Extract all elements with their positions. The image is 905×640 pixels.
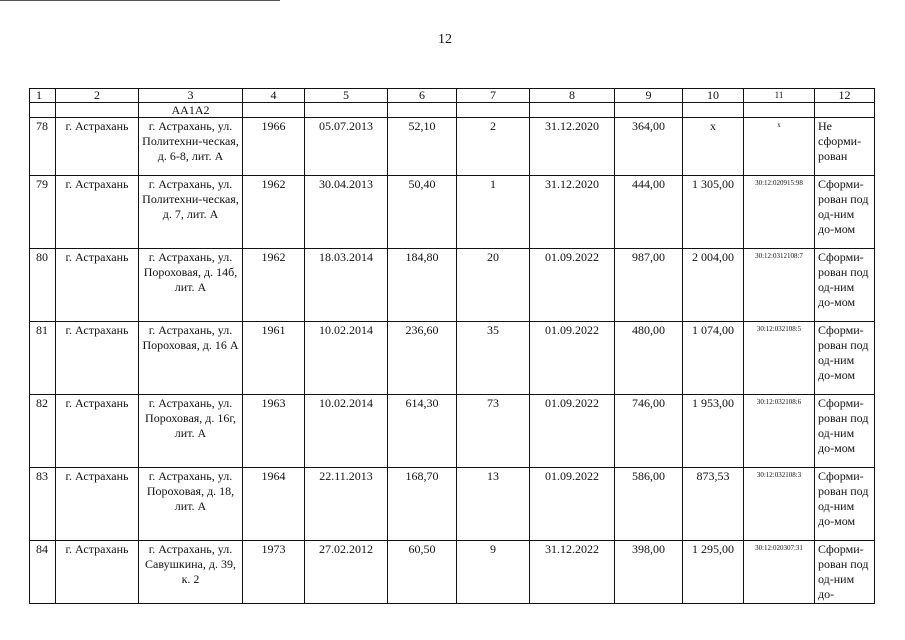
status-cell: Сформи-рован под од-ним до-мом <box>815 395 875 468</box>
deadline-cell: 01.09.2022 <box>530 249 615 322</box>
col10-cell: 2 004,00 <box>683 249 744 322</box>
row-number: 78 <box>30 118 56 176</box>
address-cell: г. Астрахань, ул. Пороховая, д. 16г, лит. А <box>139 395 243 468</box>
col-number-7: 7 <box>457 89 530 103</box>
col9-cell: 444,00 <box>615 176 683 249</box>
residents-cell: 1 <box>457 176 530 249</box>
col-number-8: 8 <box>530 89 615 103</box>
col-number-6: 6 <box>388 89 457 103</box>
col10-cell: 1 074,00 <box>683 322 744 395</box>
year-cell: 1962 <box>243 249 305 322</box>
city-cell: г. Астрахань <box>56 322 139 395</box>
residents-cell: 2 <box>457 118 530 176</box>
cadastre-cell: 30:12:020915:98 <box>744 176 815 249</box>
year-cell: 1966 <box>243 118 305 176</box>
row-number: 79 <box>30 176 56 249</box>
address-cell: г. Астрахань, ул. Политехни-ческая, д. 6-8, лит. А <box>139 118 243 176</box>
status-cell: Сформи-рован под од-ним до-мом <box>815 249 875 322</box>
date-cell: 10.02.2014 <box>305 395 388 468</box>
col-number-11: 11 <box>744 89 815 103</box>
col10-cell: х <box>683 118 744 176</box>
col10-cell: 1 295,00 <box>683 541 744 604</box>
year-cell: 1973 <box>243 541 305 604</box>
row-number: 84 <box>30 541 56 604</box>
row-number: 82 <box>30 395 56 468</box>
cadastre-cell: 30:12:032108:5 <box>744 322 815 395</box>
date-cell: 05.07.2013 <box>305 118 388 176</box>
cadastre-cell: 30:12:032108:3 <box>744 468 815 541</box>
residents-cell: 35 <box>457 322 530 395</box>
col-number-10: 10 <box>683 89 744 103</box>
address-cell: г. Астрахань, ул. Политехни-ческая, д. 7, лит. А <box>139 176 243 249</box>
col-number-5: 5 <box>305 89 388 103</box>
year-cell: 1964 <box>243 468 305 541</box>
col9-cell: 364,00 <box>615 118 683 176</box>
row-number: 80 <box>30 249 56 322</box>
row-number: 81 <box>30 322 56 395</box>
status-cell: Не сформи-рован <box>815 118 875 176</box>
col10-cell: 1 953,00 <box>683 395 744 468</box>
col-number-4: 4 <box>243 89 305 103</box>
table-row <box>30 541 875 604</box>
subheader-row <box>30 103 875 118</box>
date-cell: 10.02.2014 <box>305 322 388 395</box>
table-row <box>30 395 875 468</box>
area-cell: 184,80 <box>388 249 457 322</box>
table-row <box>30 118 875 176</box>
address-cell: г. Астрахань, ул. Пороховая, д. 18, лит. А <box>139 468 243 541</box>
row-number: 83 <box>30 468 56 541</box>
area-cell: 614,30 <box>388 395 457 468</box>
city-cell: г. Астрахань <box>56 541 139 604</box>
residents-cell: 73 <box>457 395 530 468</box>
area-cell: 50,40 <box>388 176 457 249</box>
subheader-cell-7 <box>457 103 530 118</box>
date-cell: 30.04.2013 <box>305 176 388 249</box>
subheader-cell-10 <box>683 103 744 118</box>
table-body <box>30 89 875 604</box>
col-number-9: 9 <box>615 89 683 103</box>
housing-registry-table <box>29 88 875 604</box>
cadastre-cell: 30:12:032108:6 <box>744 395 815 468</box>
deadline-cell: 31.12.2020 <box>530 118 615 176</box>
col9-cell: 480,00 <box>615 322 683 395</box>
city-cell: г. Астрахань <box>56 176 139 249</box>
col9-cell: 746,00 <box>615 395 683 468</box>
area-cell: 168,70 <box>388 468 457 541</box>
subheader-cell-9 <box>615 103 683 118</box>
subheader-cell-2 <box>56 103 139 118</box>
year-cell: 1962 <box>243 176 305 249</box>
cadastre-cell: х <box>744 118 815 176</box>
area-cell: 52,10 <box>388 118 457 176</box>
city-cell: г. Астрахань <box>56 468 139 541</box>
city-cell: г. Астрахань <box>56 395 139 468</box>
city-cell: г. Астрахань <box>56 118 139 176</box>
cadastre-cell: 30:12:0312108:7 <box>744 249 815 322</box>
deadline-cell: 01.09.2022 <box>530 468 615 541</box>
deadline-cell: 01.09.2022 <box>530 395 615 468</box>
table-row <box>30 322 875 395</box>
area-cell: 60,50 <box>388 541 457 604</box>
residents-cell: 20 <box>457 249 530 322</box>
status-cell: Сформи-рован под од-ним до-мом <box>815 176 875 249</box>
subheader-cell-4 <box>243 103 305 118</box>
year-cell: 1963 <box>243 395 305 468</box>
top-rule <box>0 0 280 1</box>
page-number: 12 <box>438 32 452 47</box>
subheader-cell-5 <box>305 103 388 118</box>
col-number-3: 3 <box>139 89 243 103</box>
date-cell: 22.11.2013 <box>305 468 388 541</box>
subheader-cell-1 <box>30 103 56 118</box>
date-cell: 18.03.2014 <box>305 249 388 322</box>
city-cell: г. Астрахань <box>56 249 139 322</box>
address-cell: г. Астрахань, ул. Савушкина, д. 39, к. 2 <box>139 541 243 604</box>
table-row <box>30 176 875 249</box>
subheader-cell-8 <box>530 103 615 118</box>
col-number-1: 1 <box>30 89 56 103</box>
col-number-2: 2 <box>56 89 139 103</box>
col9-cell: 987,00 <box>615 249 683 322</box>
deadline-cell: 01.09.2022 <box>530 322 615 395</box>
residents-cell: 13 <box>457 468 530 541</box>
residents-cell: 9 <box>457 541 530 604</box>
subheader-cell-12 <box>815 103 875 118</box>
deadline-cell: 31.12.2022 <box>530 541 615 604</box>
cadastre-cell: 30:12:020307:31 <box>744 541 815 604</box>
deadline-cell: 31.12.2020 <box>530 176 615 249</box>
address-cell: г. Астрахань, ул. Пороховая, д. 16 А <box>139 322 243 395</box>
col9-cell: 586,00 <box>615 468 683 541</box>
status-cell: Сформи-рован под од-ним до-мом <box>815 468 875 541</box>
area-cell: 236,60 <box>388 322 457 395</box>
table-row <box>30 468 875 541</box>
col10-cell: 1 305,00 <box>683 176 744 249</box>
col10-cell: 873,53 <box>683 468 744 541</box>
address-cell: г. Астрахань, ул. Пороховая, д. 14б, лит. А <box>139 249 243 322</box>
date-cell: 27.02.2012 <box>305 541 388 604</box>
subheader-cell-3: АА1А2 <box>139 103 243 118</box>
subheader-cell-11 <box>744 103 815 118</box>
subheader-cell-6 <box>388 103 457 118</box>
table-row <box>30 249 875 322</box>
col-number-12: 12 <box>815 89 875 103</box>
status-cell: Сформи-рован под од-ним до- <box>815 541 875 604</box>
col9-cell: 398,00 <box>615 541 683 604</box>
year-cell: 1961 <box>243 322 305 395</box>
status-cell: Сформи-рован под од-ним до-мом <box>815 322 875 395</box>
column-number-row <box>30 89 875 103</box>
